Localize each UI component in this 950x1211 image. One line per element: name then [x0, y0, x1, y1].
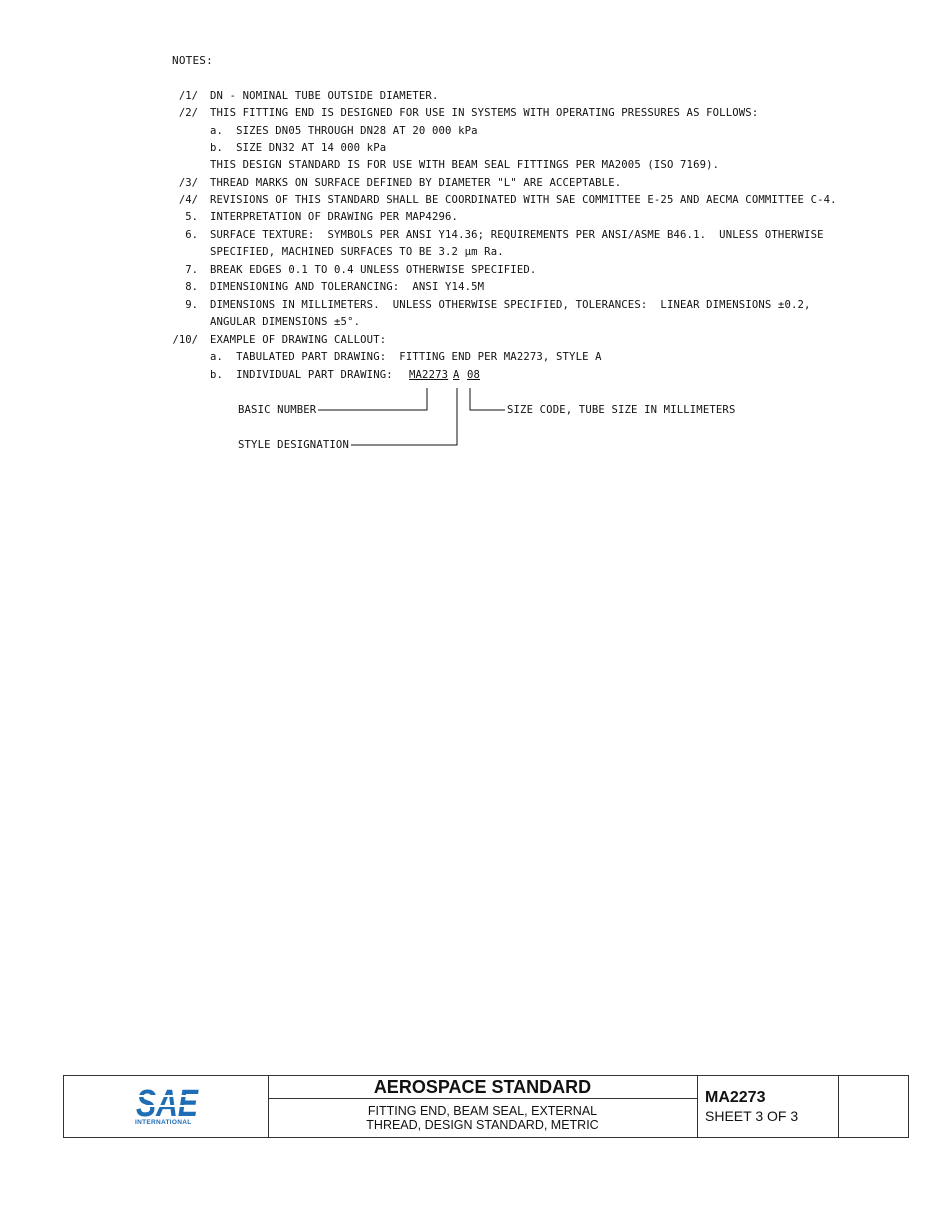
callout-leader-lines — [0, 0, 950, 460]
note-2a-text: a. SIZES DN05 THROUGH DN28 AT 20 000 kPa — [210, 125, 478, 137]
note-6-text-cont: SPECIFIED, MACHINED SURFACES TO BE 3.2 µm Ra. — [210, 246, 504, 258]
callout-style-code: A — [453, 369, 460, 381]
note-8-text: DIMENSIONING AND TOLERANCING: ANSI Y14.5M — [210, 281, 485, 293]
note-3-text: THREAD MARKS ON SURFACE DEFINED BY DIAMETER "L" ARE ACCEPTABLE. — [210, 177, 622, 189]
basic-number-leader — [318, 388, 427, 410]
size-code-leader — [470, 388, 505, 410]
style-designation-leader — [351, 388, 457, 445]
note-2b-text: b. SIZE DN32 AT 14 000 kPa — [210, 142, 387, 154]
note-2-text: THIS FITTING END IS DESIGNED FOR USE IN SYSTEMS WITH OPERATING PRESSURES AS FOLLOWS: — [210, 107, 759, 119]
sae-logo-icon — [136, 1085, 200, 1119]
doc-number: MA2273 — [705, 1089, 766, 1106]
sae-logo-subtext: INTERNATIONAL — [135, 1119, 192, 1126]
note-10-text: EXAMPLE OF DRAWING CALLOUT: — [210, 334, 387, 346]
logo-cell — [64, 1076, 269, 1137]
callout-basic-number-code: MA2273 — [409, 369, 449, 381]
note-10a-text: a. TABULATED PART DRAWING: FITTING END PER MA2273, STYLE A — [210, 351, 602, 363]
title-block — [63, 1075, 909, 1138]
sae-logo-text: SAE — [136, 1085, 200, 1119]
sheet-number: SHEET 3 OF 3 — [705, 1108, 799, 1124]
callout-size-label: SIZE CODE, TUBE SIZE IN MILLIMETERS — [507, 404, 736, 416]
standard-subtitle — [268, 1099, 697, 1137]
note-4-number: /4/ — [178, 194, 198, 206]
note-5-text: INTERPRETATION OF DRAWING PER MAP4296. — [210, 211, 459, 223]
subtitle-line-1: FITTING END, BEAM SEAL, EXTERNAL — [367, 1104, 598, 1118]
note-9-number: 9. — [185, 299, 198, 311]
note-1-text: DN - NOMINAL TUBE OUTSIDE DIAMETER. — [210, 90, 439, 102]
note-9-text-cont: ANGULAR DIMENSIONS ±5°. — [210, 316, 361, 328]
note-3-number: /3/ — [178, 177, 198, 189]
note-10-number: /10/ — [172, 334, 198, 346]
doc-number-cell — [697, 1076, 839, 1137]
callout-basic-number-label: BASIC NUMBER — [238, 404, 317, 416]
note-10b-text: b. INDIVIDUAL PART DRAWING: — [210, 369, 393, 381]
note-1-number: /1/ — [178, 90, 198, 102]
note-8-number: 8. — [185, 281, 198, 293]
note-5-number: 5. — [185, 211, 198, 223]
callout-style-label: STYLE DESIGNATION — [238, 439, 349, 451]
note-9-text: DIMENSIONS IN MILLIMETERS. UNLESS OTHERWISE SPECIFIED, TOLERANCES: LINEAR DIMENSIONS ±0.2, — [210, 299, 811, 311]
note-2-number: /2/ — [178, 107, 198, 119]
note-6-number: 6. — [185, 229, 198, 241]
note-2-design-text: THIS DESIGN STANDARD IS FOR USE WITH BEAM SEAL FITTINGS PER MA2005 (ISO 7169). — [210, 159, 720, 171]
title-cell — [268, 1076, 698, 1137]
subtitle-line-2: THREAD, DESIGN STANDARD, METRIC — [366, 1118, 599, 1132]
standard-heading: AEROSPACE STANDARD — [268, 1076, 697, 1099]
note-7-number: 7. — [185, 264, 198, 276]
note-6-text: SURFACE TEXTURE: SYMBOLS PER ANSI Y14.36; REQUIREMENTS PER ANSI/ASME B46.1. UNLESS OTHERWISE — [210, 229, 824, 241]
note-4-text: REVISIONS OF THIS STANDARD SHALL BE COORDINATED WITH SAE COMMITTEE E-25 AND AECMA COMMITTEE C-4. — [210, 194, 837, 206]
note-7-text: BREAK EDGES 0.1 TO 0.4 UNLESS OTHERWISE SPECIFIED. — [210, 264, 537, 276]
callout-size-code: 08 — [467, 369, 481, 381]
notes-title: NOTES: — [172, 54, 213, 67]
